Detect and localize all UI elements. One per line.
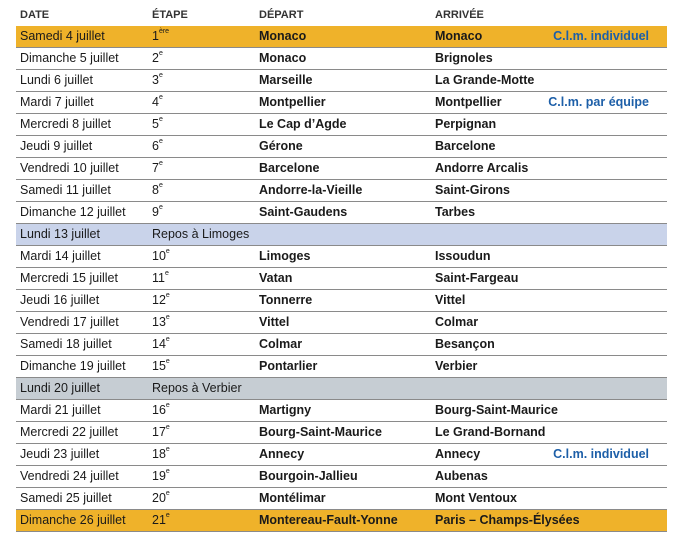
table-row	[16, 26, 667, 47]
table-row	[16, 201, 667, 223]
departure-cell: Monaco	[259, 29, 307, 43]
stage-number: 15	[152, 359, 166, 373]
arrival-cell: Besançon	[435, 337, 495, 351]
table-body	[16, 26, 667, 532]
date-cell: Jeudi 16 juillet	[20, 293, 100, 307]
stage-number: 20	[152, 491, 166, 505]
stage-cell	[152, 161, 163, 175]
arrival-cell: Issoudun	[435, 249, 491, 263]
date-cell: Jeudi 23 juillet	[20, 447, 100, 461]
stage-number: 8	[152, 183, 159, 197]
departure-cell: Vatan	[259, 271, 293, 285]
stage-ordinal-suffix: e	[158, 182, 163, 189]
stage-ordinal-suffix: ère	[158, 28, 170, 35]
time-trial-note: C.l.m. individuel	[553, 447, 649, 461]
stage-number: 7	[152, 161, 159, 175]
date-cell: Samedi 18 juillet	[20, 337, 112, 351]
departure-cell: Colmar	[259, 337, 303, 351]
arrival-cell: Verbier	[435, 359, 478, 373]
table-row	[16, 355, 667, 377]
stage-cell	[152, 139, 163, 153]
stage-number: 3	[152, 73, 159, 87]
departure-cell: Marseille	[259, 73, 313, 87]
departure-cell: Tonnerre	[259, 293, 313, 307]
stage-cell	[152, 425, 170, 439]
stage-number: 9	[152, 205, 159, 219]
stage-number: 13	[152, 315, 166, 329]
departure-cell: Monaco	[259, 51, 307, 65]
arrival-cell: Vittel	[435, 293, 466, 307]
stage-ordinal-suffix: e	[158, 72, 163, 79]
table-row	[16, 311, 667, 333]
date-cell: Mardi 7 juillet	[20, 95, 94, 109]
stage-cell	[152, 95, 163, 109]
departure-cell: Andorre-la-Vieille	[259, 183, 363, 197]
stage-ordinal-suffix: e	[165, 424, 170, 431]
date-cell: Dimanche 5 juillet	[20, 51, 119, 65]
table-row	[16, 113, 667, 135]
date-cell: Dimanche 26 juillet	[20, 513, 126, 527]
stage-number: 12	[152, 293, 166, 307]
table-row	[16, 289, 667, 311]
stage-number: 11	[152, 271, 165, 285]
departure-cell: Bourgoin-Jallieu	[259, 469, 358, 483]
stage-ordinal-suffix: e	[165, 446, 170, 453]
table-row	[16, 267, 667, 289]
table-row	[16, 421, 667, 443]
arrival-cell: Montpellier	[435, 95, 502, 109]
schedule-table	[16, 0, 667, 532]
date-cell: Mardi 21 juillet	[20, 403, 101, 417]
table-row	[16, 333, 667, 355]
stage-ordinal-suffix: e	[165, 314, 170, 321]
arrival-cell: Bourg-Saint-Maurice	[435, 403, 558, 417]
stage-ordinal-suffix: e	[158, 138, 163, 145]
stage-ordinal-suffix: e	[165, 358, 170, 365]
table-row	[16, 465, 667, 487]
arrival-cell: Le Grand-Bornand	[435, 425, 546, 439]
date-cell: Jeudi 9 juillet	[20, 139, 93, 153]
date-cell: Mardi 14 juillet	[20, 249, 101, 263]
stage-ordinal-suffix: e	[158, 50, 163, 57]
date-cell: Mercredi 8 juillet	[20, 117, 112, 131]
date-cell: Mercredi 22 juillet	[20, 425, 118, 439]
stage-ordinal-suffix: e	[158, 94, 163, 101]
stage-ordinal-suffix: e	[158, 160, 163, 167]
stage-number: 17	[152, 425, 166, 439]
departure-cell: Gérone	[259, 139, 303, 153]
date-cell: Lundi 13 juillet	[20, 227, 100, 241]
stage-ordinal-suffix: e	[164, 270, 169, 277]
stage-number: 1	[152, 29, 159, 43]
stage-cell	[152, 183, 163, 197]
table-row	[16, 69, 667, 91]
stage-ordinal-suffix: e	[165, 292, 170, 299]
departure-cell: Montpellier	[259, 95, 326, 109]
stage-cell	[152, 315, 170, 329]
date-cell: Samedi 11 juillet	[20, 183, 111, 197]
table-row	[16, 91, 667, 113]
stage-ordinal-suffix: e	[158, 116, 163, 123]
departure-cell: Montélimar	[259, 491, 326, 505]
arrival-cell: Paris – Champs-Élysées	[435, 513, 580, 527]
table-row	[16, 47, 667, 69]
date-cell: Dimanche 19 juillet	[20, 359, 126, 373]
stage-ordinal-suffix: e	[165, 402, 170, 409]
departure-cell: Annecy	[259, 447, 305, 461]
stage-cell	[152, 249, 170, 263]
departure-cell: Le Cap d’Agde	[259, 117, 347, 131]
departure-cell: Montereau-Fault-Yonne	[259, 513, 398, 527]
table-header	[16, 0, 667, 26]
stage-ordinal-suffix: e	[165, 336, 170, 343]
arrival-cell: Aubenas	[435, 469, 488, 483]
date-cell: Vendredi 24 juillet	[20, 469, 119, 483]
stage-cell	[152, 205, 163, 219]
stage-number: 5	[152, 117, 159, 131]
header-arrival: ARRIVÉE	[435, 9, 484, 21]
stage-number: 16	[152, 403, 166, 417]
stage-ordinal-suffix: e	[158, 204, 163, 211]
arrival-cell: Colmar	[435, 315, 479, 329]
stage-cell	[152, 51, 163, 65]
rest-day-row	[16, 377, 667, 399]
stage-cell	[152, 403, 170, 417]
arrival-cell: La Grande-Motte	[435, 73, 535, 87]
stage-ordinal-suffix: e	[165, 512, 170, 519]
table-row	[16, 245, 667, 267]
date-cell: Vendredi 17 juillet	[20, 315, 119, 329]
stage-ordinal-suffix: e	[165, 248, 170, 255]
stage-number: 10	[152, 249, 166, 263]
stage-cell	[152, 293, 170, 307]
rest-cell: Repos à Limoges	[152, 227, 250, 241]
arrival-cell: Mont Ventoux	[435, 491, 517, 505]
departure-cell: Barcelone	[259, 161, 320, 175]
stage-cell	[152, 271, 169, 285]
arrival-cell: Tarbes	[435, 205, 476, 219]
header-stage: ÉTAPE	[152, 9, 188, 21]
date-cell: Samedi 4 juillet	[20, 29, 105, 43]
date-cell: Samedi 25 juillet	[20, 491, 112, 505]
departure-cell: Vittel	[259, 315, 290, 329]
departure-cell: Martigny	[259, 403, 312, 417]
arrival-cell: Perpignan	[435, 117, 497, 131]
date-cell: Lundi 20 juillet	[20, 381, 100, 395]
arrival-cell: Monaco	[435, 29, 483, 43]
stage-number: 6	[152, 139, 159, 153]
header-date: DATE	[20, 9, 50, 21]
header-departure: DÉPART	[259, 9, 304, 21]
stage-cell	[152, 29, 169, 43]
arrival-cell: Andorre Arcalis	[435, 161, 529, 175]
stage-number: 14	[152, 337, 166, 351]
stage-number: 2	[152, 51, 159, 65]
departure-cell: Limoges	[259, 249, 311, 263]
departure-cell: Bourg-Saint-Maurice	[259, 425, 382, 439]
table-row	[16, 179, 667, 201]
stage-cell	[152, 359, 170, 373]
stage-number: 18	[152, 447, 166, 461]
stage-ordinal-suffix: e	[165, 468, 170, 475]
date-cell: Vendredi 10 juillet	[20, 161, 119, 175]
departure-cell: Saint-Gaudens	[259, 205, 348, 219]
arrival-cell: Barcelone	[435, 139, 496, 153]
stage-ordinal-suffix: e	[165, 490, 170, 497]
arrival-cell: Brignoles	[435, 51, 493, 65]
stage-cell	[152, 469, 170, 483]
table-row	[16, 443, 667, 465]
date-cell: Lundi 6 juillet	[20, 73, 93, 87]
stage-cell	[152, 513, 170, 527]
stage-cell	[152, 73, 163, 87]
table-row	[16, 509, 667, 532]
table-row	[16, 157, 667, 179]
table-row	[16, 487, 667, 509]
stage-cell	[152, 491, 170, 505]
arrival-cell: Saint-Fargeau	[435, 271, 519, 285]
table-row	[16, 399, 667, 421]
table-row	[16, 135, 667, 157]
stage-cell	[152, 447, 170, 461]
time-trial-note: C.l.m. par équipe	[548, 95, 649, 109]
arrival-cell: Annecy	[435, 447, 481, 461]
stage-number: 21	[152, 513, 166, 527]
stage-cell	[152, 117, 163, 131]
stage-number: 4	[152, 95, 159, 109]
date-cell: Mercredi 15 juillet	[20, 271, 118, 285]
stage-cell	[152, 337, 170, 351]
departure-cell: Pontarlier	[259, 359, 318, 373]
rest-day-row	[16, 223, 667, 245]
date-cell: Dimanche 12 juillet	[20, 205, 126, 219]
rest-cell: Repos à Verbier	[152, 381, 242, 395]
stage-number: 19	[152, 469, 166, 483]
time-trial-note: C.l.m. individuel	[553, 29, 649, 43]
arrival-cell: Saint-Girons	[435, 183, 511, 197]
